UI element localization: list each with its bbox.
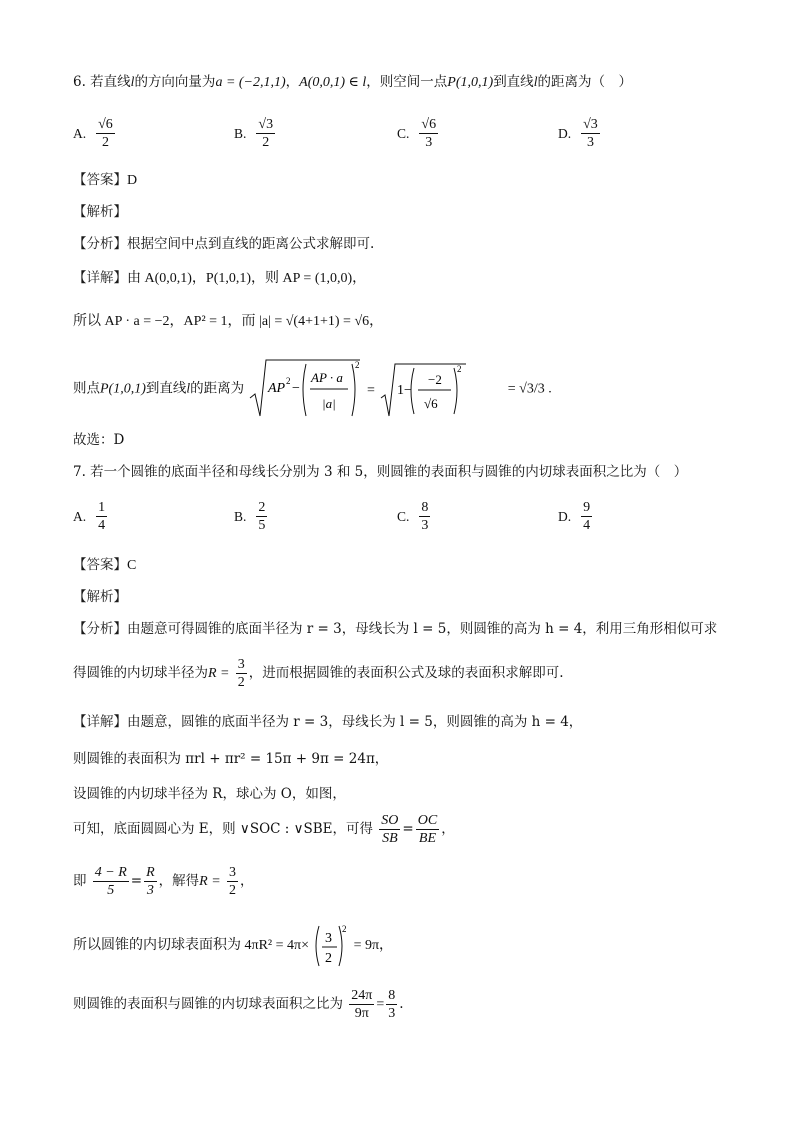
svg-text:3: 3 [325, 930, 333, 946]
svg-text:2: 2 [325, 950, 333, 966]
svg-text:1−: 1− [397, 383, 413, 398]
q7-detail-3: 设圆锥的内切球半径为 R，球心为 O，如图， [73, 786, 346, 802]
q6-option-a: A. $\frac{√6}{2}$ [73, 117, 113, 150]
q7-option-b: B. $\frac{2}{5}$ [234, 500, 266, 533]
q7-detail-7: 则圆锥的表面积与圆锥的内切球表面积之比为 $\frac{24\pi}{9\pi}$ = $\frac{8}{3}$ . [73, 988, 404, 1021]
svg-text:−2: −2 [428, 372, 443, 387]
q7-detail-6: 所以圆锥的内切球表面积为 4πR² = 4π× 3 2 2 = 9π， [73, 920, 393, 970]
q7-analysis-tag: 【解析】 [73, 589, 127, 605]
svg-text:=: = [367, 383, 376, 398]
paren-fraction [313, 922, 349, 970]
q6-detail-1: 【详解】由 A(0,0,1)，P(1,0,1)，则 AP = (1,0,0)， [73, 270, 367, 286]
svg-text:√6: √6 [424, 396, 439, 411]
q7-option-a: A. $\frac{1}{4}$ [73, 500, 106, 533]
q7-fenxi-2: 得圆锥的内切球半径为R = $\frac{3}{2}$ ，进而根据圆锥的表面积公式及球的表面积求解即可. [73, 657, 564, 690]
q6-analysis-tag: 【解析】 [73, 204, 127, 220]
q6-option-c: C. $\frac{√6}{3}$ [397, 117, 437, 150]
q7-detail-5: 即 $\frac{4 - R}{5}$ = $\frac{R}{3}$ ，解得R = $\frac{3}{2}$ ， [73, 865, 254, 898]
q6-option-d: D. $\frac{√3}{3}$ [558, 117, 598, 150]
q7-detail-4: 可知，底面圆圆心为 E，则 ∨SOC : ∨SBE，可得 $\frac{SO}{SB}$ = $\frac{OC}{BE}$ ， [73, 813, 455, 846]
q7-option-c: C. $\frac{8}{3}$ [397, 500, 429, 533]
svg-text:AP · a: AP · a [311, 370, 344, 385]
q6-detail-3: 则点P(1,0,1)到直线l的距离为 AP 2 − AP · a |a| 2 = 1− −2 √6 2 = √3/3 . [73, 358, 552, 418]
svg-text:2: 2 [286, 376, 291, 386]
q6-detail-2: 所以 AP · a = −2，AP² = 1，而 |a| = √(4+1+1) = √6， [73, 314, 384, 329]
q7-stem: 7. 若一个圆锥的底面半径和母线长分别为 3 和 5，则圆锥的表面积与圆锥的内切球表面积之比为（ ） [73, 464, 688, 480]
q6-choose: 故选：D [73, 432, 125, 448]
svg-text:|a|: |a| [322, 396, 337, 411]
q6-option-b: B. $\frac{√3}{2}$ [234, 117, 274, 150]
svg-text:2: 2 [355, 360, 360, 370]
distance-formula [248, 358, 503, 420]
svg-text:AP: AP [268, 381, 286, 396]
q7-fenxi-1: 【分析】由题意可得圆锥的底面半径为 r = 3，母线长为 l = 5，则圆锥的高为 h = 4，利用三角形相似可求 [73, 621, 718, 637]
q6-answer: 【答案】D [73, 172, 138, 188]
q7-detail-1: 【详解】由题意，圆锥的底面半径为 r = 3，母线长为 l = 5，则圆锥的高为 h = 4， [73, 714, 583, 730]
svg-text:−: − [292, 381, 301, 396]
svg-text:2: 2 [457, 364, 462, 374]
q6-fenxi: 【分析】根据空间中点到直线的距离公式求解即可. [73, 236, 375, 252]
q7-detail-2: 则圆锥的表面积为 πrl + πr² = 15π + 9π = 24π， [73, 751, 389, 767]
q6-stem: 6. 若直线l的方向向量为a = (−2,1,1)，A(0,0,1) ∈ l，则空间一点P(1,0,1)到直线l的距离为（ ） [73, 74, 632, 90]
q7-answer: 【答案】C [73, 557, 137, 573]
svg-text:2: 2 [342, 923, 347, 934]
q7-option-d: D. $\frac{9}{4}$ [558, 500, 591, 533]
